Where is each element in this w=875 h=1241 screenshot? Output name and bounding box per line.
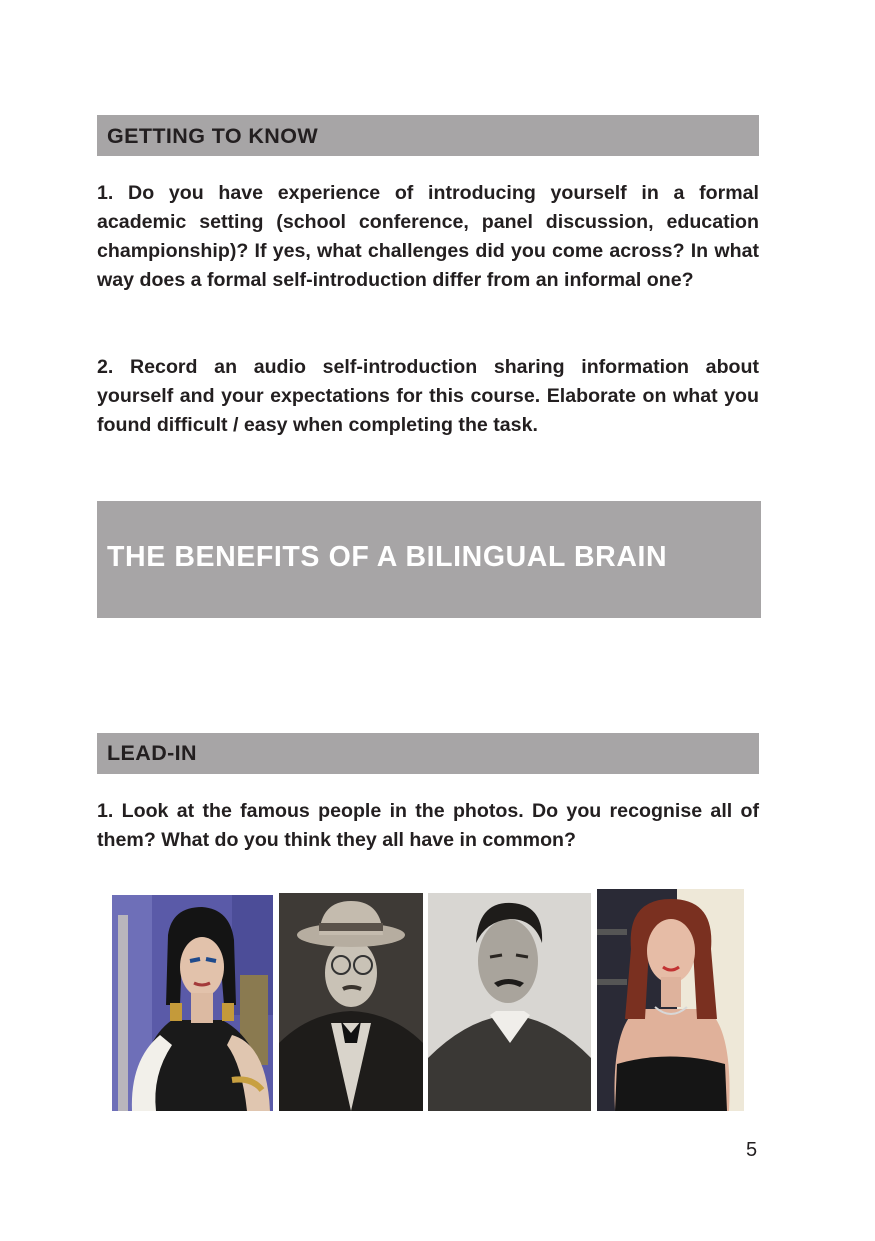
man-with-mustache-photo [428, 893, 591, 1111]
unit-title: THE BENEFITS OF A BILINGUAL BRAIN [107, 541, 668, 573]
man-in-hat-and-glasses-photo [279, 893, 423, 1111]
getting-to-know-heading: GETTING TO KNOW [107, 124, 319, 148]
getting-to-know-question-1: 1. Do you have experience of introducing yourself in a formal academic setting (school conference, panel discussion, education championship)? If yes, what challenges did you come across? In what way does a formal self-introduction differ from an informal one? [97, 182, 759, 291]
unit-title-bar [97, 501, 761, 618]
lead-in-heading-bar [97, 733, 759, 774]
page-number: 5 [746, 1139, 758, 1161]
woman-in-black-dress-photo [597, 889, 744, 1111]
woman-in-egyptian-costume-photo [112, 895, 273, 1111]
getting-to-know-question-2: 2. Record an audio self-introduction sharing information about yourself and your expectations for this course. Elaborate on what you found difficult / easy when completing the task. [97, 356, 759, 436]
lead-in-question-1: 1. Look at the famous people in the photos. Do you recognise all of them? What do you think they all have in common? [97, 800, 759, 851]
lead-in-heading: LEAD-IN [107, 741, 197, 765]
getting-to-know-heading-bar [97, 115, 759, 156]
